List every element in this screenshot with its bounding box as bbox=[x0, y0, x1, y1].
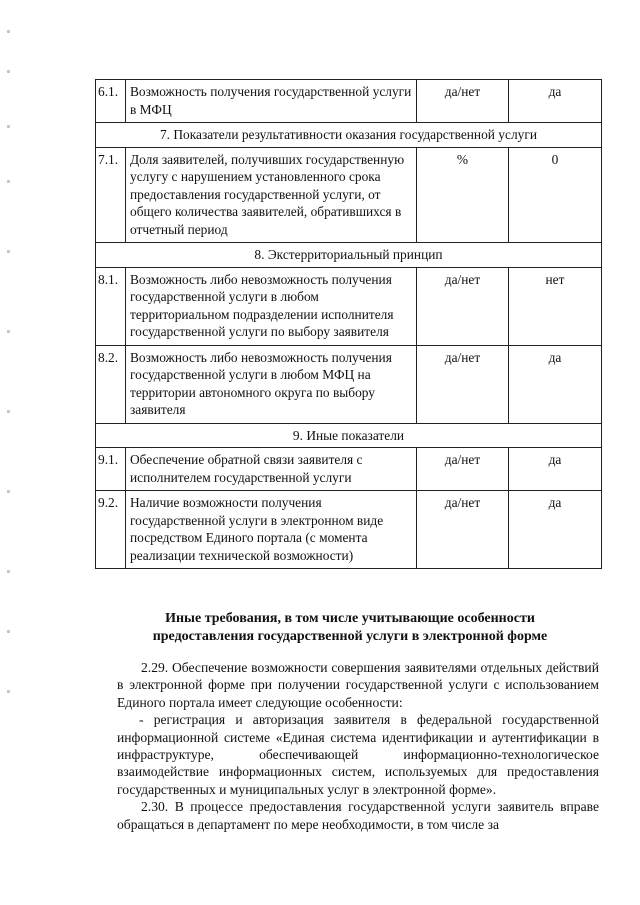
table-row bbox=[96, 345, 602, 423]
table-section-row bbox=[96, 243, 602, 268]
row-number: 9.1. bbox=[96, 448, 126, 491]
table-section-row bbox=[96, 123, 602, 148]
body-text bbox=[117, 659, 599, 833]
section-heading bbox=[100, 610, 600, 646]
row-number: 9.2. bbox=[96, 491, 126, 569]
unit-cell: % bbox=[417, 147, 509, 243]
unit-cell: да/нет bbox=[417, 267, 509, 345]
unit-cell: да/нет bbox=[417, 448, 509, 491]
unit-cell: да/нет bbox=[417, 491, 509, 569]
section-heading-line-1: Иные требования, в том числе учитывающие особенности bbox=[165, 611, 535, 626]
row-number: 8.1. bbox=[96, 267, 126, 345]
section-title: 9. Иные показатели bbox=[96, 423, 602, 448]
unit-cell: да/нет bbox=[417, 80, 509, 123]
indicators-table-body bbox=[96, 80, 602, 569]
table-row bbox=[96, 147, 602, 243]
section-title: 8. Экстерриториальный принцип bbox=[96, 243, 602, 268]
paragraph-registration-item: - регистрация и авторизация заявителя в федеральной государственной информационной системе «Единая система идентификации и аутентификации в инфраструктуре, обеспечивающей информационно-технологическое взаимодействие информационных систем, используемых для предоставления государственных и муниципальных услуг в электронной форме». bbox=[117, 712, 599, 797]
indicators-table bbox=[95, 79, 602, 569]
value-cell: да bbox=[509, 491, 602, 569]
value-cell: 0 bbox=[509, 147, 602, 243]
unit-cell: да/нет bbox=[417, 345, 509, 423]
table-row bbox=[96, 448, 602, 491]
section-title: 7. Показатели результативности оказания государственной услуги bbox=[96, 123, 602, 148]
indicator-name: Обеспечение обратной связи заявителя с исполнителем государственной услуги bbox=[126, 448, 417, 491]
row-number: 7.1. bbox=[96, 147, 126, 243]
table-row bbox=[96, 80, 602, 123]
binding-margin-marks bbox=[7, 30, 11, 730]
row-number: 6.1. bbox=[96, 80, 126, 123]
indicator-name: Возможность либо невозможность получения государственной услуги в любом территориальном подразделении исполнителя государственной услуги по выбору заявителя bbox=[126, 267, 417, 345]
table-row bbox=[96, 267, 602, 345]
value-cell: нет bbox=[509, 267, 602, 345]
section-heading-line-2: предоставления государственной услуги в электронной форме bbox=[152, 629, 548, 644]
paragraph-2-29: 2.29. Обеспечение возможности совершения заявителями отдельных действий в электронной форме при получении государственной услуги с использованием Единого портала имеет следующие особенности: bbox=[117, 660, 599, 710]
table-row bbox=[96, 491, 602, 569]
paragraph-2-30: 2.30. В процессе предоставления государственной услуги заявитель вправе обращаться в департамент по мере необходимости, в том числе за bbox=[117, 799, 599, 832]
indicator-name: Наличие возможности получения государственной услуги в электронном виде посредством Единого портала (с момента реализации технической возможности) bbox=[126, 491, 417, 569]
row-number: 8.2. bbox=[96, 345, 126, 423]
indicator-name: Возможность получения государственной услуги в МФЦ bbox=[126, 80, 417, 123]
value-cell: да bbox=[509, 80, 602, 123]
indicator-name: Доля заявителей, получивших государственную услугу с нарушением установленного срока предоставления государственной услуги, от общего количества заявителей, обратившихся в отчетный период bbox=[126, 147, 417, 243]
indicator-name: Возможность либо невозможность получения государственной услуги в любом МФЦ на территории автономного округа по выбору заявителя bbox=[126, 345, 417, 423]
value-cell: да bbox=[509, 345, 602, 423]
value-cell: да bbox=[509, 448, 602, 491]
table-section-row bbox=[96, 423, 602, 448]
